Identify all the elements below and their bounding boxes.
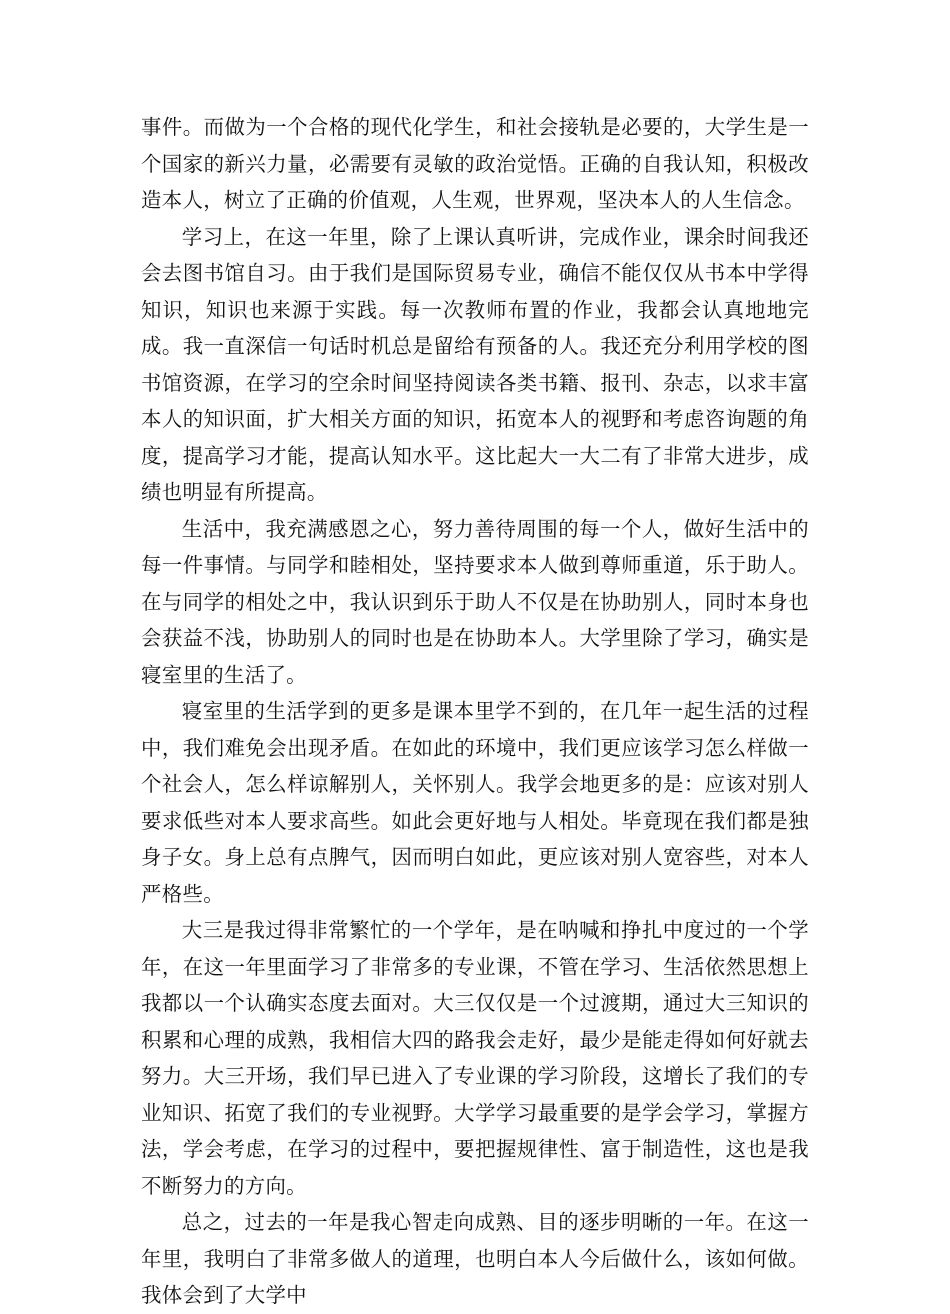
paragraph-life: 生活中，我充满感恩之心，努力善待周围的每一个人，做好生活中的每一件事情。与同学和睦相处，坚持要求本人做到尊师重道，乐于助人。在与同学的相处之中，我认识到乐于助人不仅是在协助别人，同时本身也会获益不浅，协助别人的同时也是在协助本人。大学里除了学习，确实是寝室里的生活了。: [141, 516, 809, 687]
paragraph-summary: 总之，过去的一年是我心智走向成熟、目的逐步明晰的一年。在这一年里，我明白了非常多做人的道理，也明白本人今后做什么，该如何做。我体会到了大学中: [141, 1210, 809, 1307]
paragraph-junior-year: 大三是我过得非常繁忙的一个学年，是在呐喊和挣扎中度过的一个学年，在这一年里面学习了非常多的专业课，不管在学习、生活依然思想上我都以一个认确实态度去面对。大三仅仅是一个过渡期，通过大三知识的积累和心理的成熟，我相信大四的路我会走好，最少是能走得如何好就去努力。大三开场，我们早已进入了专业课的学习阶段，这增长了我们的专业知识、拓宽了我们的专业视野。大学学习最重要的是学会学习，掌握方法，学会考虑，在学习的过程中，要把握规律性、富于制造性，这也是我不断努力的方向。: [141, 918, 809, 1198]
paragraph-continuation: 事件。而做为一个合格的现代化学生，和社会接轨是必要的，大学生是一个国家的新兴力量，必需要有灵敏的政治觉悟。正确的自我认知，积极改造本人，树立了正确的价值观，人生观，世界观，坚决本人的人生信念。: [141, 115, 809, 212]
document-body: [141, 109, 809, 1314]
paragraph-study: 学习上，在这一年里，除了上课认真听讲，完成作业，课余时间我还会去图书馆自习。由于我们是国际贸易专业，确信不能仅仅从书本中学得知识，知识也来源于实践。每一次教师布置的作业，我都会认真地地完成。我一直深信一句话时机总是留给有预备的人。我还充分利用学校的图书馆资源，在学习的空余时间坚持阅读各类书籍、报刊、杂志，以求丰富本人的知识面，扩大相关方面的知识，拓宽本人的视野和考虑咨询题的角度，提高学习才能，提高认知水平。这比起大一大二有了非常大进步，成绩也明显有所提高。: [141, 224, 809, 504]
paragraph-dorm: 寝室里的生活学到的更多是课本里学不到的，在几年一起生活的过程中，我们难免会出现矛盾。在如此的环境中，我们更应该学习怎么样做一个社会人，怎么样谅解别人，关怀别人。我学会地更多的是：应该对别人要求低些对本人要求高些。如此会更好地与人相处。毕竟现在我们都是独身子女。身上总有点脾气，因而明白如此，更应该对别人宽容些，对本人严格些。: [141, 699, 809, 906]
